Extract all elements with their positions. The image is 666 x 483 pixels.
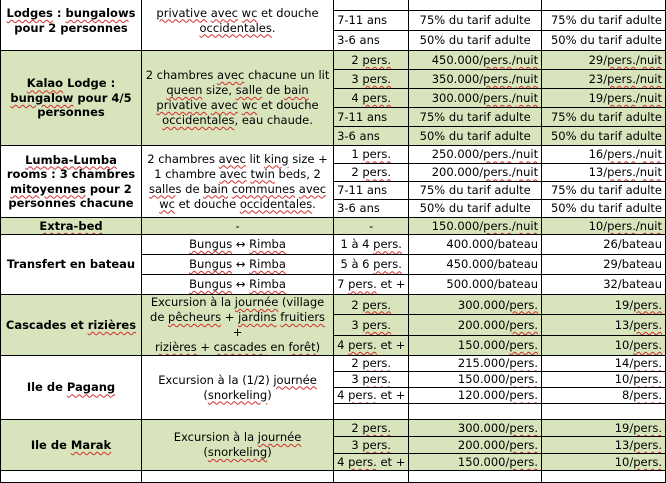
price-eur-cell: 19/pers./nuit (542, 89, 666, 108)
price-eur-cell: 19/pers. (542, 420, 666, 437)
pax-cell: 2 pers. (334, 295, 409, 315)
item-name-line: bungalow pour 4/5 (10, 90, 132, 105)
price-eur-cell: 32/bateau (542, 275, 666, 295)
price-idr-cell (409, 471, 542, 483)
description-cell (141, 235, 333, 255)
spellcheck-word: nuit (639, 165, 662, 180)
pax-cell: 5 à 6 pers. (334, 255, 409, 275)
spellcheck-word: cascades (213, 340, 267, 354)
spellcheck-word: avec (298, 181, 327, 196)
price-eur-cell: 16/pers./nuit (542, 146, 666, 164)
spellcheck-word: pers. (483, 90, 512, 105)
spellcheck-word: pers. (348, 338, 377, 353)
table-row (1, 218, 666, 235)
item-name-line: personnes (37, 105, 105, 120)
description-cell (141, 0, 333, 51)
pax-cell: 3-6 ans (334, 31, 409, 51)
spellcheck-word: pers. (633, 338, 662, 353)
pax-cell: 2 pers. (334, 420, 409, 437)
item-name-cell (1, 146, 142, 218)
spellcheck-word: avec (218, 151, 246, 166)
spellcheck-word: mitoyennes (10, 181, 86, 196)
spellcheck-word: pers. (633, 372, 662, 387)
spellcheck-word: Lodges (6, 6, 53, 21)
price-eur-cell: 26/bateau (542, 235, 666, 255)
table-row (1, 356, 666, 372)
spellcheck-word: pers. (633, 317, 662, 332)
pax-cell: 3-6 ans (334, 200, 409, 218)
price-idr-cell: 120.000/pers. (409, 388, 542, 404)
description-cell (141, 356, 333, 420)
spellcheck-word: pers. (607, 52, 636, 67)
price-eur-cell: 50% du tarif adulte (542, 127, 666, 146)
spellcheck-word: pêcheurs (168, 310, 222, 324)
price-eur-cell: 75% du tarif adulte (542, 11, 666, 31)
spellcheck-word: pers. (348, 277, 377, 292)
pax-cell (334, 0, 409, 11)
pax-cell: 4 pers. (334, 89, 409, 108)
table-row (1, 420, 666, 437)
description-line: Excursion à la journée (173, 430, 302, 444)
description-cell (141, 255, 333, 275)
pax-cell: 3 pers. (334, 372, 409, 388)
spellcheck-word: pers. (348, 388, 377, 403)
price-eur-cell (542, 0, 666, 11)
spellcheck-word: pers. (509, 388, 539, 403)
spellcheck-word: Kalao (26, 76, 64, 91)
spellcheck-word: pers. (362, 165, 392, 180)
spellcheck-word: nuit (515, 71, 539, 86)
table-row (1, 51, 666, 70)
spellcheck-word: occidentales (162, 113, 235, 127)
item-name-cell (1, 0, 142, 51)
spellcheck-word: pers. (509, 372, 539, 387)
description-line: privative avec wc et douche (156, 5, 319, 20)
spellcheck-word: nuit (515, 90, 539, 105)
description-cell (141, 51, 333, 146)
pax-cell: 1 à 4 pers. (334, 235, 409, 255)
spellcheck-word: pers. (362, 147, 392, 162)
spellcheck-word: wc (241, 98, 258, 112)
spellcheck-word: journée (257, 430, 302, 444)
pax-cell: 3-6 ans (334, 127, 409, 146)
price-eur-cell: 75% du tarif adulte (542, 182, 666, 200)
price-eur-cell: 13/pers. (542, 315, 666, 335)
price-eur-cell: 29/bateau (542, 255, 666, 275)
item-name-line: Ile de Marak (30, 437, 112, 452)
spellcheck-word: snorkeling (207, 387, 268, 402)
price-eur-cell: 29/pers./nuit (542, 51, 666, 70)
price-eur-cell (542, 471, 666, 483)
description-line: privative avec wc et douche (156, 98, 319, 112)
spellcheck-word: pers. (362, 90, 392, 105)
price-idr-cell: 50% du tarif adulte (409, 200, 542, 218)
description-line: wc et douche occidentales. (159, 196, 316, 211)
pax-cell: 3 pers. (334, 315, 409, 335)
spellcheck-word: occidentales (239, 196, 313, 211)
description-cell (141, 146, 333, 218)
spellcheck-word: nuit (515, 52, 539, 67)
spellcheck-word: pers. (509, 338, 539, 353)
spellcheck-word: twin (250, 166, 275, 181)
price-idr-cell: 500.000/bateau (409, 275, 542, 295)
spellcheck-word: nuit (639, 52, 662, 67)
spellcheck-word: pers. (607, 147, 636, 162)
spellcheck-word: queen (166, 83, 203, 97)
price-idr-cell: 200.000/pers. (409, 437, 542, 454)
description-line: 2 chambres avec lit king size + (147, 151, 328, 166)
pax-cell: 7-11 ans (334, 11, 409, 31)
price-eur-cell: 13/pers. (542, 437, 666, 454)
spellcheck-word: wc (241, 5, 258, 20)
spellcheck-word: bain (203, 181, 229, 196)
spellcheck-word: king (264, 151, 289, 166)
price-idr-cell: 300.000/pers. (409, 295, 542, 315)
spellcheck-word: pers. (509, 317, 539, 332)
spellcheck-word: pers. (483, 52, 512, 67)
price-eur-cell: 10/pers./nuit (542, 218, 666, 235)
spellcheck-word: fruitiers (280, 310, 326, 324)
table-row (1, 295, 666, 315)
item-name-line: mitoyennes pour 2 (10, 181, 132, 196)
description-line: Bungus ↔ Rimba (189, 277, 286, 291)
pax-cell: 3 pers. (334, 70, 409, 89)
description-line: - (235, 218, 240, 233)
spellcheck-word: nuit (639, 71, 662, 86)
spellcheck-word: occidentales (199, 20, 272, 35)
spellcheck-word: Bungus (189, 277, 233, 291)
item-name-line: personnes chacune (8, 195, 134, 210)
spellcheck-word: Pagang (66, 380, 116, 395)
description-line: Bungus ↔ Rimba (189, 257, 286, 271)
description-line: 1 chambre avec twin beds, 2 (154, 166, 321, 181)
spellcheck-word: pers. (373, 257, 402, 272)
description-cell (141, 275, 333, 295)
item-name-line (25, 153, 117, 167)
description-line: Excursion à la (1/2) journée (158, 372, 317, 387)
pax-cell: 3 pers. (334, 437, 409, 454)
price-eur-cell: 50% du tarif adulte (542, 31, 666, 51)
item-name-line (39, 219, 102, 233)
pax-cell: - (334, 218, 409, 235)
price-idr-cell: 450.000/pers./nuit (409, 51, 542, 70)
description-line: occidentales. (199, 20, 276, 35)
spellcheck-word: bungalow (65, 6, 129, 21)
item-name-line: Cascades et rizières (5, 317, 137, 332)
spellcheck-word: nuit (639, 147, 662, 162)
spellcheck-word: pers. (509, 297, 539, 312)
spellcheck-word: pers. (633, 297, 662, 312)
item-name-cell (1, 356, 142, 420)
description-line: rizières + cascades en forêt) (154, 340, 321, 354)
price-eur-cell: 13/pers./nuit (542, 164, 666, 182)
spellcheck-word: pers. (633, 437, 662, 452)
spellcheck-word: Lumba-Lumba (25, 152, 117, 167)
spellcheck-word: pers. (509, 420, 539, 435)
price-idr-cell: 300.000/pers. (409, 420, 542, 437)
spellcheck-word: pers. (362, 420, 392, 435)
item-name-line: rooms : 3 chambres (6, 167, 136, 182)
spellcheck-word: jardins (238, 310, 277, 324)
item-name-cell (1, 51, 142, 146)
spellcheck-word: pers. (362, 372, 392, 387)
spellcheck-word: Rimba (249, 277, 286, 291)
description-line: occidentales, eau chaude. (162, 113, 313, 127)
spellcheck-word: Bungus (189, 257, 233, 271)
price-eur-cell: 19/pers. (542, 295, 666, 315)
price-eur-cell: 10/pers. (542, 372, 666, 388)
spellcheck-word: nuit (639, 90, 662, 105)
spellcheck-word: nuit (639, 218, 662, 233)
spellcheck-word: pers. (633, 356, 662, 371)
item-name-line: Kalao Lodge : (26, 76, 116, 91)
item-name-cell (1, 471, 142, 483)
spellcheck-word: avec (210, 98, 239, 112)
spellcheck-word: bungalow (10, 90, 74, 105)
spellcheck-word: pers. (509, 437, 539, 452)
description-cell (141, 295, 333, 356)
spellcheck-word: nuit (515, 218, 539, 233)
pax-cell: 2 pers. (334, 356, 409, 372)
price-eur-cell (542, 404, 666, 420)
price-eur-cell: 14/pers. (542, 356, 666, 372)
spellcheck-word: pers. (607, 90, 636, 105)
spellcheck-word: Extra-bed (39, 218, 103, 233)
table-row (1, 146, 666, 164)
spellcheck-word: nuit (515, 165, 539, 180)
price-idr-cell: 150.000/pers. (409, 335, 542, 355)
spellcheck-word: salle (235, 83, 263, 97)
price-idr-cell (409, 404, 542, 420)
description-line: 2 chambres avec chacune un lit (145, 68, 330, 82)
description-line: (snorkeling) (203, 445, 272, 459)
spellcheck-word: privative (156, 5, 208, 20)
item-name-line: Transfert en bateau (6, 257, 136, 272)
spellcheck-word: journée (234, 295, 279, 309)
price-idr-cell: 400.000/bateau (409, 235, 542, 255)
description-line: (snorkeling) (203, 387, 272, 402)
description-line: queen size, salle de bain (166, 83, 309, 97)
item-name-cell (1, 295, 142, 356)
spellcheck-word: avec (219, 166, 247, 181)
price-eur-cell: 10/pers. (542, 335, 666, 355)
spellcheck-word: pers. (362, 71, 392, 86)
item-name-cell (1, 235, 142, 295)
description-line: de pêcheurs + jardins fruitiers + (150, 310, 326, 339)
price-idr-cell: 200.000/pers./nuit (409, 164, 542, 182)
table-row (1, 0, 666, 11)
spellcheck-word: pers. (509, 356, 539, 371)
description-cell (141, 420, 333, 471)
price-idr-cell: 150.000/pers./nuit (409, 218, 542, 235)
price-idr-cell: 150.000/pers. (409, 372, 542, 388)
spellcheck-word: pers. (633, 454, 662, 469)
description-cell (141, 471, 333, 483)
spellcheck-word: Marak (70, 437, 112, 452)
spellcheck-word: journée (273, 372, 317, 387)
pax-cell: 4 pers. et + (334, 454, 409, 471)
spellcheck-word: forêt (288, 340, 316, 354)
price-eur-cell: 75% du tarif adulte (542, 108, 666, 127)
spellcheck-word: avec (217, 68, 245, 82)
price-idr-cell: 75% du tarif adulte (409, 182, 542, 200)
price-idr-cell: 75% du tarif adulte (409, 108, 542, 127)
description-line: Bungus ↔ Rimba (189, 237, 286, 251)
pax-cell: 2 pers. (334, 51, 409, 70)
spellcheck-word: pers. (362, 317, 392, 332)
pax-cell: 1 pers. (334, 146, 409, 164)
spellcheck-word: rizières (154, 340, 197, 354)
spellcheck-word: privative (156, 98, 208, 112)
pax-cell (334, 404, 409, 420)
spellcheck-word: Rimba (249, 237, 286, 251)
spellcheck-word: pers. (483, 218, 512, 233)
spellcheck-word: Bungus (189, 237, 233, 251)
spellcheck-word: Rimba (249, 257, 286, 271)
price-idr-cell (409, 0, 542, 11)
spellcheck-word: pers. (483, 147, 512, 162)
spellcheck-word: pers. (607, 165, 636, 180)
spellcheck-word: pers. (633, 420, 662, 435)
pax-cell: 7-11 ans (334, 108, 409, 127)
price-eur-cell: 10/pers. (542, 454, 666, 471)
pax-cell (334, 471, 409, 483)
price-idr-cell: 450.000/bateau (409, 255, 542, 275)
pax-cell: 4 pers. et + (334, 335, 409, 355)
price-eur-cell: 50% du tarif adulte (542, 200, 666, 218)
description-line: Excursion à la journée (village (150, 295, 325, 309)
description-line: salles de bain communes avec (149, 181, 327, 196)
item-name-line: Ile de Pagang (26, 380, 116, 395)
price-idr-cell: 300.000/pers./nuit (409, 89, 542, 108)
pax-cell: 4 pers. et + (334, 388, 409, 404)
item-name-line: Lodges : bungalows (6, 6, 136, 21)
price-idr-cell: 350.000/pers./nuit (409, 70, 542, 89)
spellcheck-word: communes (231, 181, 296, 196)
price-idr-cell: 150.000/pers. (409, 454, 542, 471)
spellcheck-word: snorkeling (207, 445, 268, 459)
pax-cell: 7-11 ans (334, 182, 409, 200)
spellcheck-word: rizières (87, 317, 137, 332)
spellcheck-word: pers. (362, 356, 392, 371)
spellcheck-word: bain (283, 83, 309, 97)
pax-cell: 2 pers. (334, 164, 409, 182)
spellcheck-word: avec (210, 5, 239, 20)
spellcheck-word: pers. (362, 52, 392, 67)
price-idr-cell: 50% du tarif adulte (409, 31, 542, 51)
pax-cell: 7 pers. et + (334, 275, 409, 295)
spellcheck-word: pers. (607, 218, 636, 233)
spellcheck-word: salle (149, 181, 176, 196)
price-idr-cell: 215.000/pers. (409, 356, 542, 372)
price-eur-cell: 23/pers./nuit (542, 70, 666, 89)
price-idr-cell: 50% du tarif adulte (409, 127, 542, 146)
spellcheck-word: pers. (483, 165, 512, 180)
spellcheck-word: pers. (483, 71, 512, 86)
spellcheck-word: wc (159, 196, 175, 211)
table-row (1, 235, 666, 255)
item-name-cell (1, 218, 142, 235)
item-name-cell (1, 420, 142, 471)
spellcheck-word: pers. (362, 297, 392, 312)
spellcheck-word: pers. (633, 388, 662, 403)
spellcheck-word: pers. (362, 437, 392, 452)
price-idr-cell: 75% du tarif adulte (409, 11, 542, 31)
spellcheck-word: pers. (348, 454, 377, 469)
spellcheck-word: pers. (607, 71, 636, 86)
price-idr-cell: 250.000/pers./nuit (409, 146, 542, 164)
table-row (1, 471, 666, 483)
spellcheck-word: pers. (373, 237, 402, 252)
item-name-line: pour 2 personnes (14, 20, 128, 35)
spellcheck-word: nuit (515, 147, 539, 162)
spellcheck-word: pers. (509, 454, 539, 469)
price-idr-cell: 200.000/pers. (409, 315, 542, 335)
description-cell (141, 218, 333, 235)
price-eur-cell: 8/pers. (542, 388, 666, 404)
